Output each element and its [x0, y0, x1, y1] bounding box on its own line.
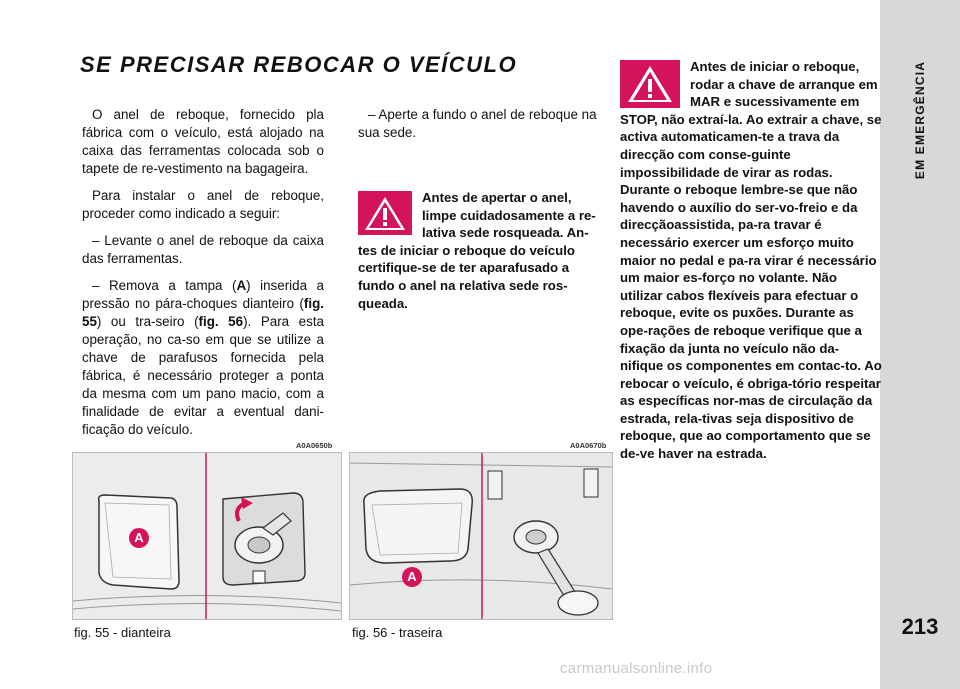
fig-ref: fig. 56	[198, 314, 244, 329]
section-title: EM EMERGÊNCIA	[913, 60, 927, 180]
page-title: SE PRECISAR REBOCAR O VEÍCULO	[80, 52, 518, 77]
figure-caption: fig. 55 - dianteira	[74, 625, 171, 640]
figure-55	[72, 452, 342, 620]
text-column-2	[358, 106, 602, 142]
figure-code: A0A0670b	[570, 441, 607, 450]
figure-caption: fig. 56 - traseira	[352, 625, 443, 640]
warning-box-1: Antes de apertar o anel, limpe cuidadosamente a re-lativa sede rosqueada. An-tes de iniciar o reboque do veículo certifique-se de ter aparafusado a fundo o anel na relativa sede ros-queada.	[358, 190, 596, 311]
callout-a: A	[402, 567, 422, 587]
page-number: 213	[901, 614, 939, 639]
paragraph: O anel de reboque, fornecido pla fábrica com o veículo, está alojado na caixa das ferramentas colocada sob o tapete de re-vestimento na bagageira.	[82, 107, 324, 176]
watermark: carmanualsonline.info	[560, 660, 713, 677]
text-column-1	[82, 106, 324, 448]
figure-code: A0A0650b	[296, 441, 333, 450]
warning-icon	[358, 191, 412, 235]
front-bumper-illustration	[73, 453, 341, 619]
paragraph: – Aperte a fundo o anel de reboque na sua sede.	[358, 107, 597, 140]
figure-56	[349, 452, 613, 620]
warning-icon	[620, 60, 680, 108]
fig-ref: fig. 55	[82, 296, 324, 329]
callout-a: A	[129, 528, 149, 548]
paragraph: Para instalar o anel de reboque, proceder como indicado a seguir:	[82, 188, 324, 221]
paragraph: – Remova a tampa (A) inserida a pressão no pára-choques dianteiro (fig. 55) ou tra-seiro (fig. 56). Para esta operação, no ca-so em que se utilize a chave de parafusos fornecida pela fábrica, é necessário proteger a ponta da mesma com um pano macio, com a finalidade de evitar a eventual dani-ficação do veículo.	[82, 278, 324, 437]
rear-bumper-illustration	[350, 453, 612, 619]
paragraph: – Levante o anel de reboque da caixa das ferramentas.	[82, 233, 324, 266]
warning-box-2: Antes de iniciar o reboque, rodar a chave de arranque em MAR e sucessivamente em STOP, não extraí-la. Ao extrair a chave, se activa automaticamen-te a trava da direcção com conse-guinte impossibilidade de virar as rodas. Durante o reboque lembre-se que não havendo o auxílio do ser-vo-freio e da direcçãoassistida, pa-ra travar é necessário exercer um esforço muito maior no pedal e pa-ra virar é necessário um maior es-forço no volante. Não utilizar cabos flexíveis para efectuar o reboque, evite os puxões. Durante as ope-rações de reboque verifique que a fixação da junta no veículo não da-nifique os componentes em contac-to. Ao rebocar o veículo, é obriga-tório respeitar as específicas nor-mas de circulação da estrada, rela-tivas seja dispositivo de reboque, que ao comportamento que se de-ve haver na estrada.	[620, 59, 882, 462]
